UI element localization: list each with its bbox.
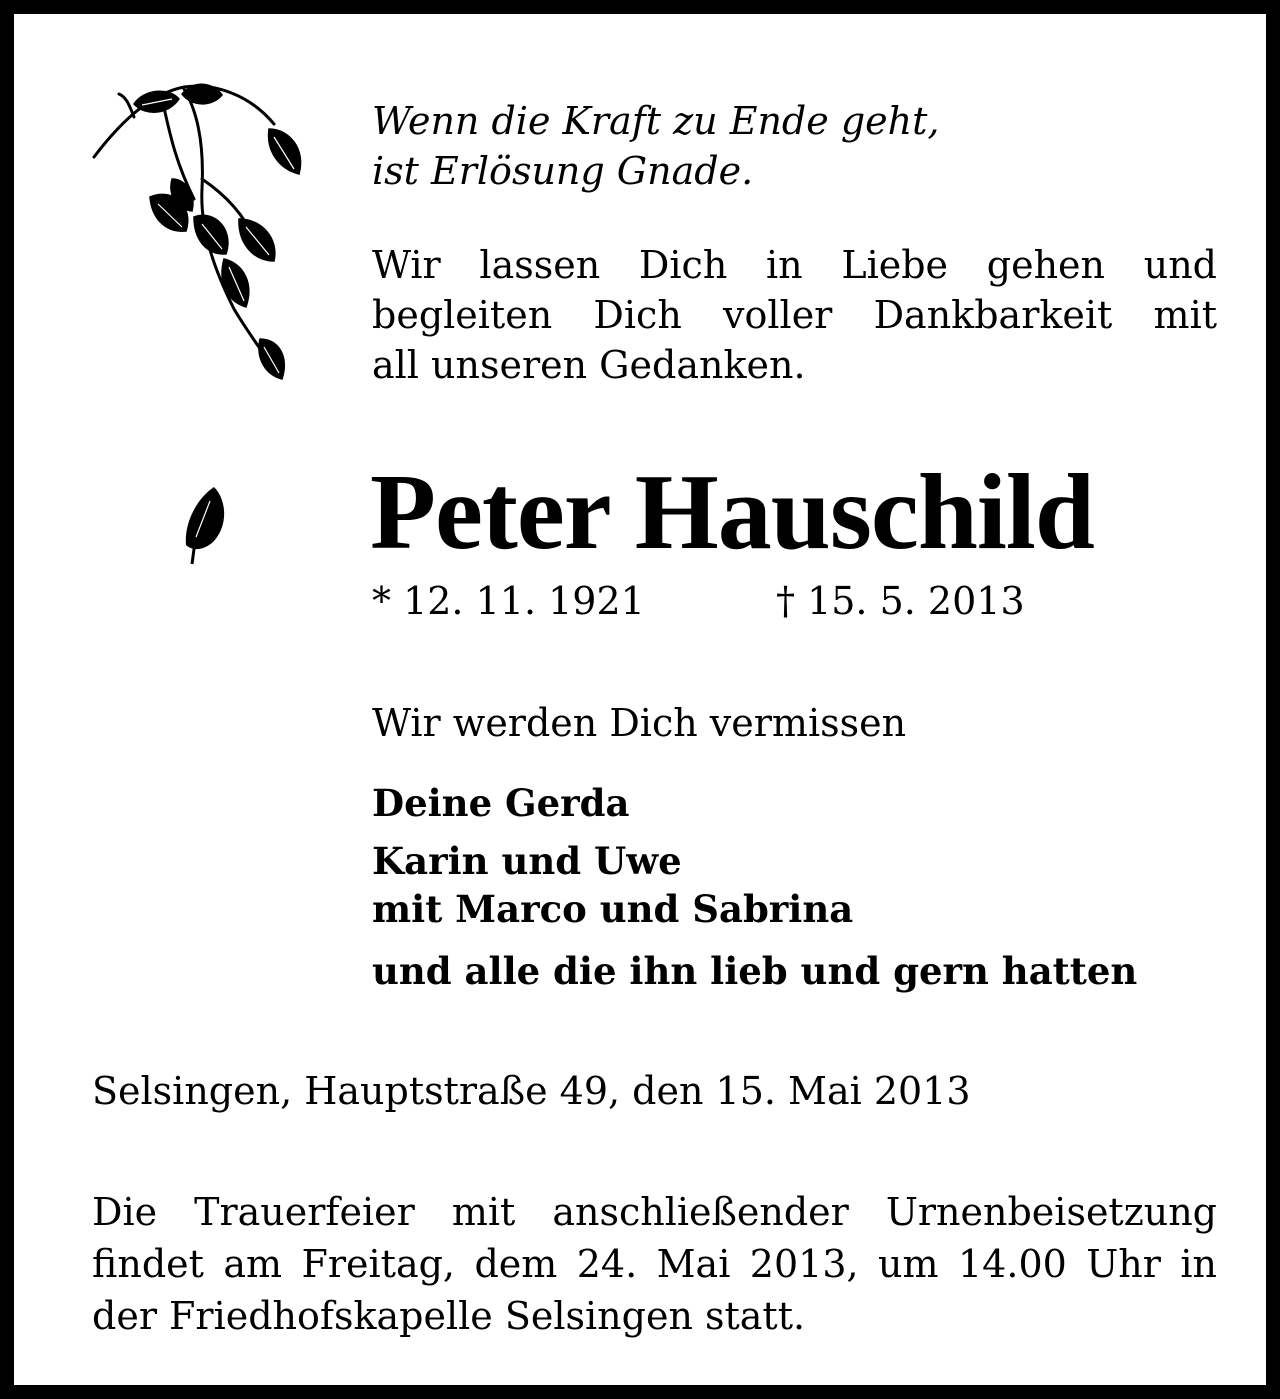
intro-line: Wir lassen Dich in Liebe gehen und — [372, 243, 1217, 287]
place-and-date: Selsingen, Hauptstraße 49, den 15. Mai 2013 — [92, 1069, 971, 1113]
service-notice — [92, 1186, 1217, 1342]
birch-branch-icon — [74, 69, 314, 399]
intro-line: all unseren Gedanken. — [372, 343, 806, 387]
motto-line: ist Erlösung Gnade. — [372, 149, 754, 193]
mourner-line: Deine Gerda — [372, 781, 630, 825]
service-line: findet am Freitag, dem 24. Mai 2013, um 14.00 Uhr in — [92, 1242, 1217, 1286]
service-line: der Friedhofskapelle Selsingen statt. — [92, 1294, 806, 1338]
death-date: † 15. 5. 2013 — [776, 579, 1025, 623]
farewell-text: Wir werden Dich vermissen — [372, 701, 907, 745]
falling-leaf-icon — [174, 479, 234, 569]
service-line: Die Trauerfeier mit anschließender Urnenbeisetzung — [92, 1190, 1217, 1234]
deceased-name: Peter Hauschild — [370, 453, 1094, 572]
motto — [372, 96, 939, 196]
mourner-line: und alle die ihn lieb und gern hatten — [372, 949, 1138, 993]
birth-date: * 12. 11. 1921 — [372, 579, 645, 623]
mourner-line: mit Marco und Sabrina — [372, 887, 854, 931]
intro-line: begleiten Dich voller Dankbarkeit mit — [372, 293, 1217, 337]
motto-line: Wenn die Kraft zu Ende geht, — [372, 99, 940, 143]
mourner-line: Karin und Uwe — [372, 839, 682, 883]
intro-text — [372, 240, 1217, 390]
